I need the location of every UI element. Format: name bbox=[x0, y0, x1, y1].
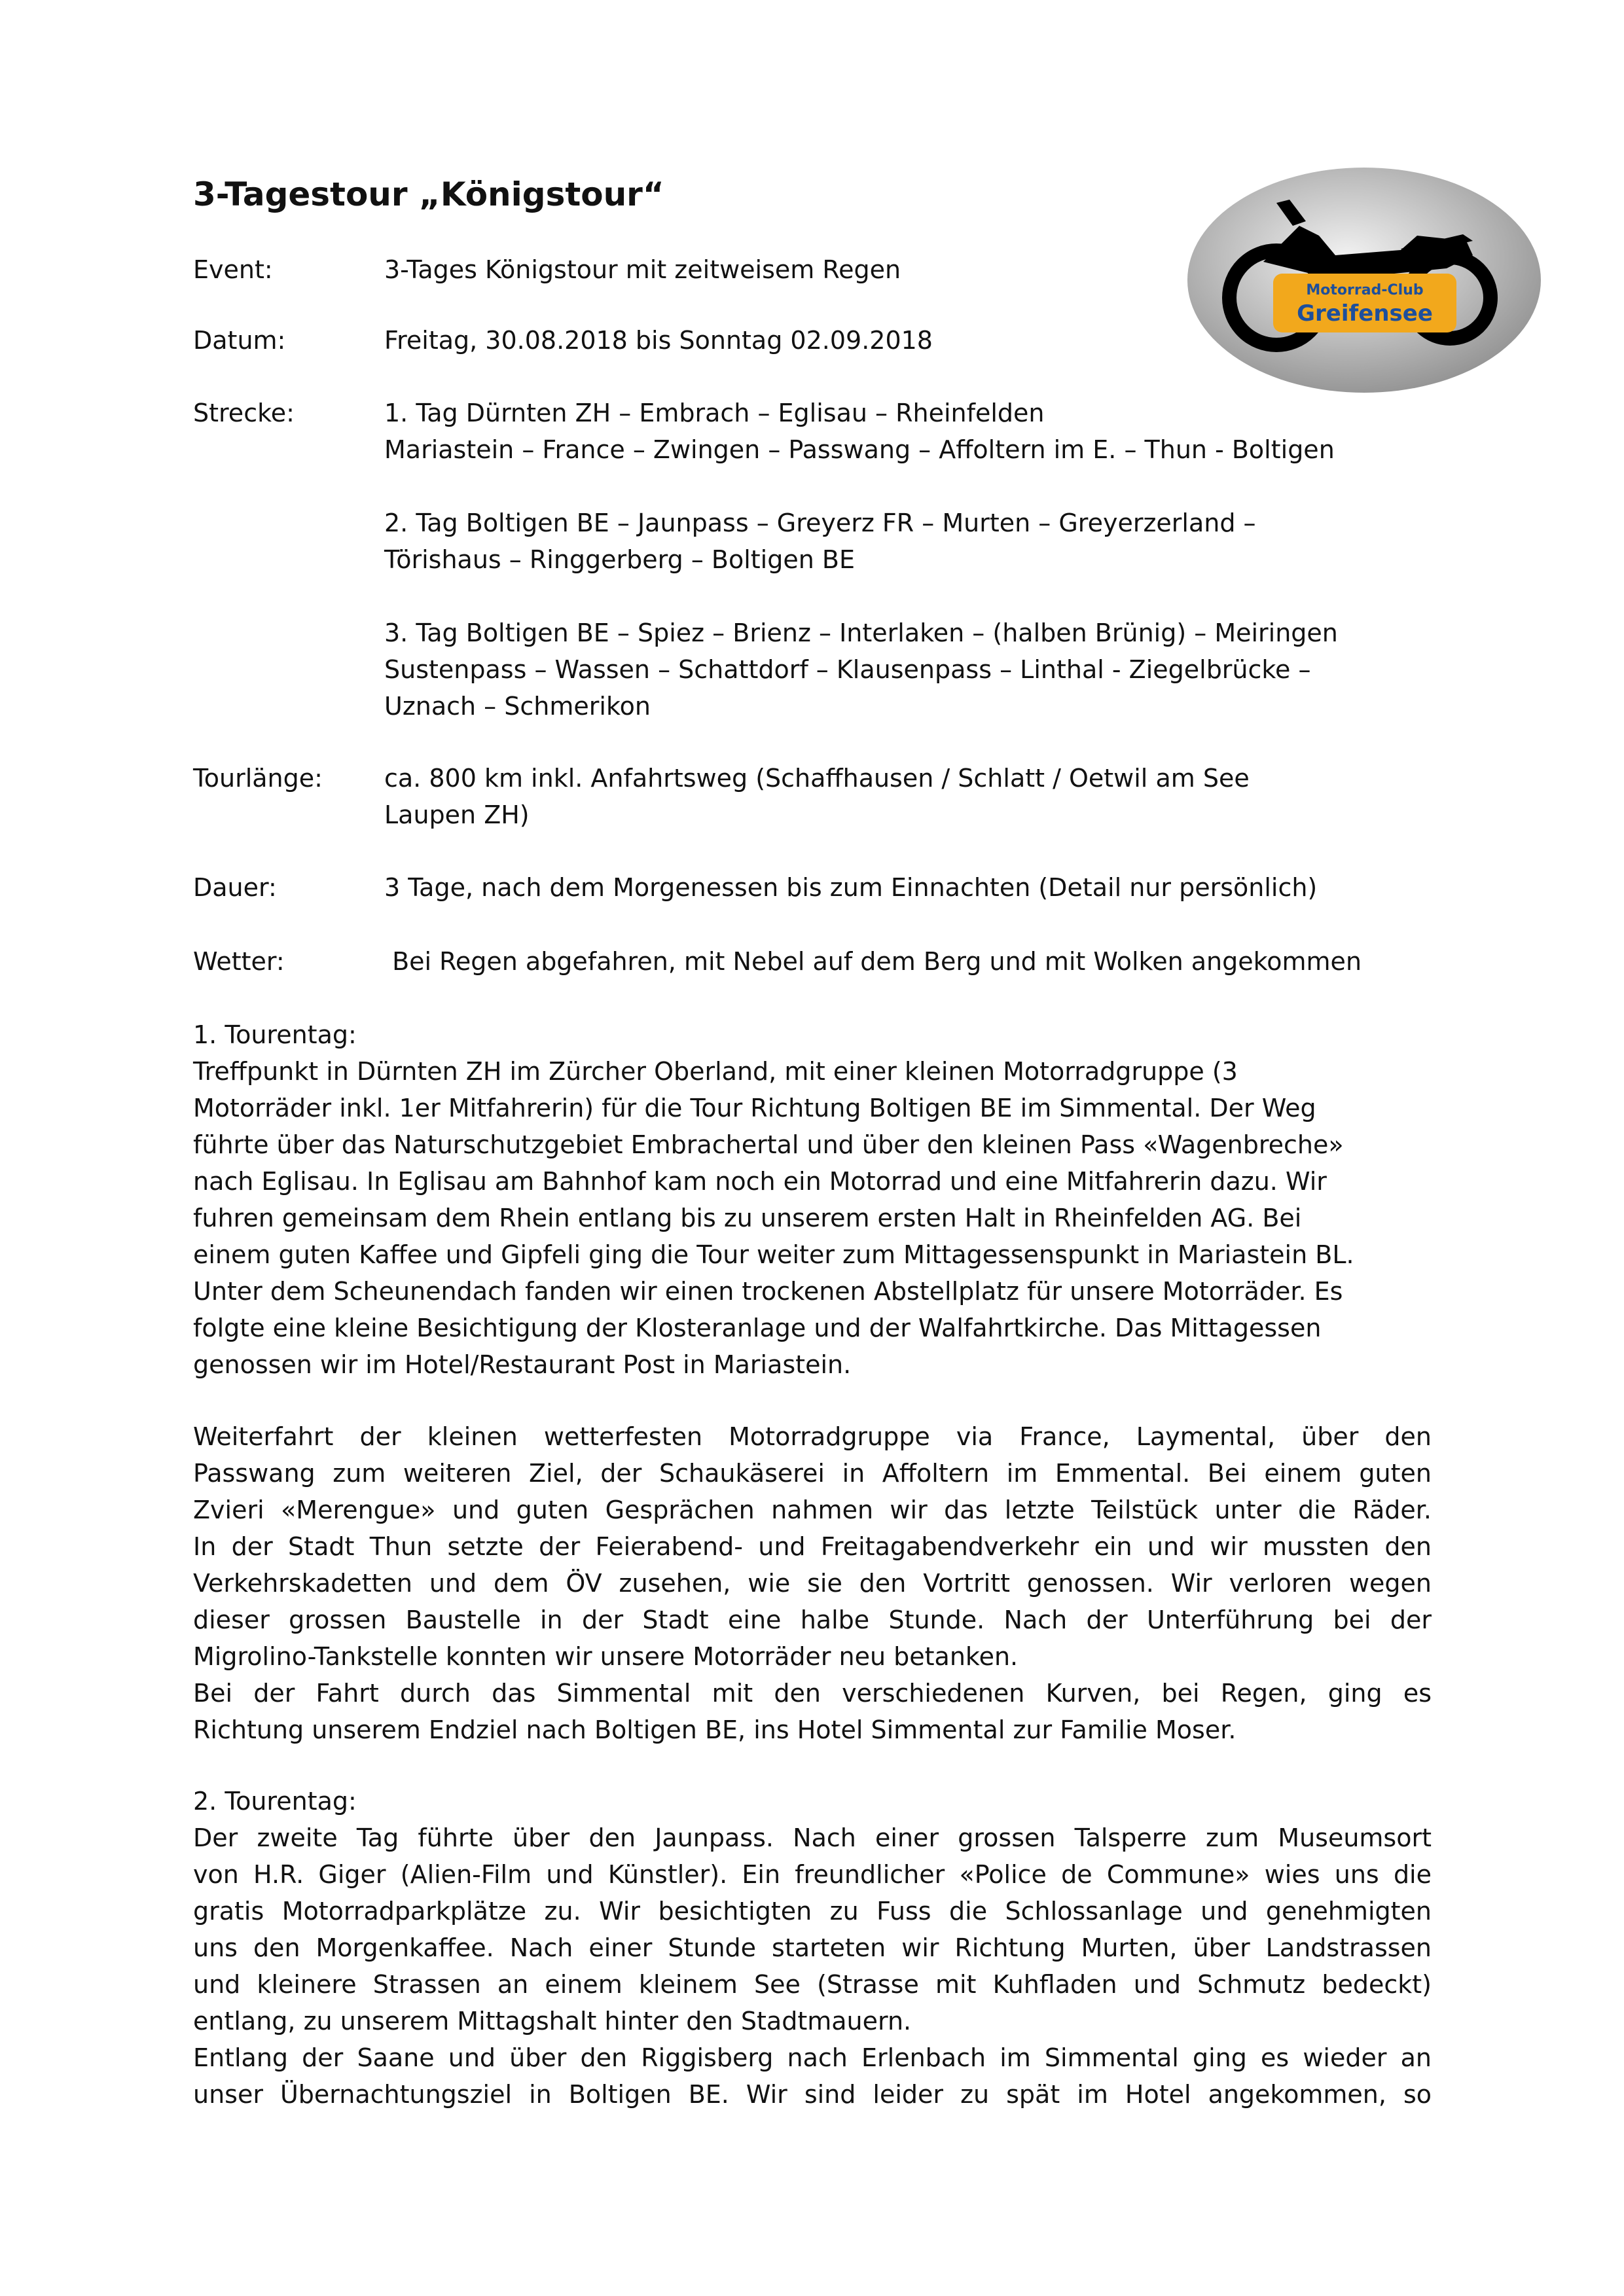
strecke-value bbox=[384, 395, 1624, 725]
text-line: einem guten Kaffee und Gipfeli ging die Tour weiter zum Mittagessenspunkt in Mariastein BL. bbox=[193, 1240, 1354, 1269]
text-line: In der Stadt Thun setzte der Feierabend- und Freitagabendverkehr ein und wir mussten den bbox=[193, 1532, 1432, 1561]
route-line: 2. Tag Boltigen BE – Jaunpass – Greyerz FR – Murten – Greyerzerland – bbox=[384, 509, 1256, 537]
day1-paragraph-1 bbox=[193, 1053, 1432, 1383]
datum-label: Datum: bbox=[193, 326, 286, 355]
wetter-value: Bei Regen abgefahren, mit Nebel auf dem Berg und mit Wolken angekommen bbox=[384, 947, 1362, 976]
tourlaenge-value-line: Laupen ZH) bbox=[384, 800, 530, 829]
text-line: und kleinere Strassen an einem kleinem See (Strasse mit Kuhfladen und Schmutz bedeckt) bbox=[193, 1970, 1432, 1999]
text-line: Treffpunkt in Dürnten ZH im Zürcher Oberland, mit einer kleinen Motorradgruppe (3 bbox=[193, 1057, 1238, 1086]
text-line: uns den Morgenkaffee. Nach einer Stunde starteten wir Richtung Murten, über Landstrassen bbox=[193, 1933, 1432, 1962]
dauer-value: 3 Tage, nach dem Morgenessen bis zum Einnachten (Detail nur persönlich) bbox=[384, 873, 1318, 902]
event-value: 3-Tages Königstour mit zeitweisem Regen bbox=[384, 255, 901, 284]
text-line: folgte eine kleine Besichtigung der Klosteranlage und der Walfahrtkirche. Das Mittagessen bbox=[193, 1314, 1322, 1342]
text-line: Weiterfahrt der kleinen wetterfesten Motorradgruppe via France, Laymental, über den bbox=[193, 1422, 1432, 1451]
dauer-label: Dauer: bbox=[193, 873, 277, 902]
route-line: Mariastein – France – Zwingen – Passwang – Affoltern im E. – Thun - Boltigen bbox=[384, 435, 1335, 464]
route-line: Sustenpass – Wassen – Schattdorf – Klausenpass – Linthal - Ziegelbrücke – bbox=[384, 655, 1311, 684]
tourlaenge-label: Tourlänge: bbox=[193, 764, 323, 793]
text-line: Motorräder inkl. 1er Mitfahrerin) für die Tour Richtung Boltigen BE im Simmental. Der Weg bbox=[193, 1094, 1316, 1122]
text-line: genossen wir im Hotel/Restaurant Post in Mariastein. bbox=[193, 1350, 852, 1379]
logo-line1: Motorrad-Club bbox=[1306, 282, 1424, 298]
text-line: entlang, zu unserem Mittagshalt hinter den Stadtmauern. bbox=[193, 2007, 912, 2036]
text-line: führte über das Naturschutzgebiet Embrachertal und über den kleinen Pass «Wagenbreche» bbox=[193, 1130, 1344, 1159]
tourlaenge-value-line: ca. 800 km inkl. Anfahrtsweg (Schaffhausen / Schlatt / Oetwil am See bbox=[384, 764, 1250, 793]
event-label: Event: bbox=[193, 255, 273, 284]
text-line: Verkehrskadetten und dem ÖV zusehen, wie sie den Vortritt genossen. Wir verloren wegen bbox=[193, 1569, 1432, 1598]
text-line: nach Eglisau. In Eglisau am Bahnhof kam noch ein Motorrad und eine Mitfahrerin dazu. Wir bbox=[193, 1167, 1327, 1196]
text-line: von H.R. Giger (Alien-Film und Künstler). Ein freundlicher «Police de Commune» wies uns die bbox=[193, 1860, 1432, 1889]
text-line: Bei der Fahrt durch das Simmental mit den verschiedenen Kurven, bei Regen, ging es bbox=[193, 1679, 1432, 1708]
route-line: 3. Tag Boltigen BE – Spiez – Brienz – Interlaken – (halben Brünig) – Meiringen bbox=[384, 619, 1338, 647]
logo-line2: Greifensee bbox=[1297, 300, 1433, 327]
text-line: dieser grossen Baustelle in der Stadt eine halbe Stunde. Nach der Unterführung bei der bbox=[193, 1605, 1432, 1634]
text-line: fuhren gemeinsam dem Rhein entlang bis zu unserem ersten Halt in Rheinfelden AG. Bei bbox=[193, 1204, 1302, 1232]
day1-paragraph-2 bbox=[193, 1418, 1432, 1748]
text-line: Der zweite Tag führte über den Jaunpass. Nach einer grossen Talsperre zum Museumsort bbox=[193, 1823, 1432, 1852]
text-line: Unter dem Scheunendach fanden wir einen trockenen Abstellplatz für unsere Motorräder. Es bbox=[193, 1277, 1343, 1306]
wetter-label: Wetter: bbox=[193, 947, 285, 976]
day1-heading: 1. Tourentag: bbox=[193, 1020, 357, 1049]
text-line: Migrolino-Tankstelle konnten wir unsere Motorräder neu betanken. bbox=[193, 1642, 1019, 1671]
text-line: Richtung unserem Endziel nach Boltigen BE, ins Hotel Simmental zur Familie Moser. bbox=[193, 1715, 1236, 1744]
strecke-label: Strecke: bbox=[193, 399, 295, 427]
text-line: Zvieri «Merengue» und guten Gesprächen nahmen wir das letzte Teilstück unter die Räder. bbox=[193, 1496, 1432, 1524]
day2-paragraph bbox=[193, 1820, 1432, 2113]
datum-value: Freitag, 30.08.2018 bis Sonntag 02.09.2018 bbox=[384, 326, 933, 355]
text-line: Entlang der Saane und über den Riggisberg nach Erlenbach im Simmental ging es wieder an bbox=[193, 2043, 1432, 2072]
text-line: unser Übernachtungsziel in Boltigen BE. Wir sind leider zu spät im Hotel angekommen, so bbox=[193, 2080, 1432, 2109]
route-line: 1. Tag Dürnten ZH – Embrach – Eglisau – Rheinfelden bbox=[384, 399, 1045, 427]
day2-heading: 2. Tourentag: bbox=[193, 1787, 357, 1816]
route-line: Uznach – Schmerikon bbox=[384, 692, 651, 721]
document-title: 3-Tagestour „Königstour“ bbox=[193, 175, 664, 213]
text-line: Passwang zum weiteren Ziel, der Schaukäserei in Affoltern im Emmental. Bei einem guten bbox=[193, 1459, 1432, 1488]
text-line: gratis Motorradparkplätze zu. Wir besichtigten zu Fuss die Schlossanlage und genehmigten bbox=[193, 1897, 1432, 1926]
route-line: Törishaus – Ringgerberg – Boltigen BE bbox=[384, 545, 855, 574]
